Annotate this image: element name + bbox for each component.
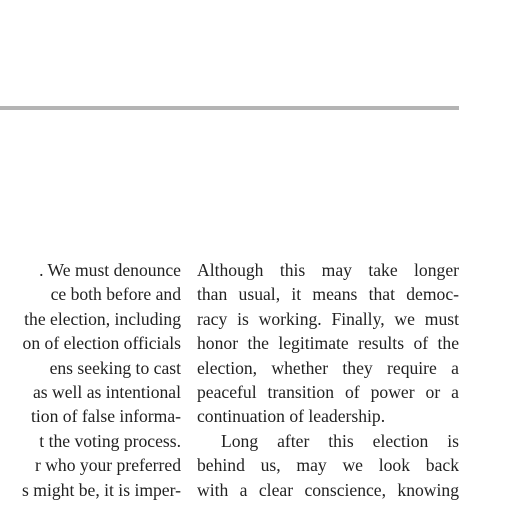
text-line: honor the legitimate results of the xyxy=(197,333,459,354)
text-line: peaceful transition of power or a xyxy=(197,381,459,402)
text-line: election, whether they require a xyxy=(197,357,459,378)
text-line: Although this may take longer xyxy=(197,260,459,280)
text-line: than usual, it means that democ- xyxy=(197,284,459,305)
text-line: as well as intentional xyxy=(32,381,181,402)
text-line: s might be, it is imper- xyxy=(22,479,181,500)
text-line: ce both before and xyxy=(50,284,181,305)
text-line: t the voting process. xyxy=(39,430,181,451)
text-line: ens seeking to cast xyxy=(49,357,181,378)
text-line: behind us, may we look back xyxy=(197,455,459,476)
text-line: racy is working. Finally, we must xyxy=(197,308,459,329)
left-text-column xyxy=(22,258,181,502)
paragraph-first-line: Long after this election is xyxy=(221,430,459,451)
text-line: continuation of leadership. xyxy=(197,406,386,427)
text-line: . We must denounce xyxy=(39,260,181,280)
right-text-column xyxy=(197,258,459,502)
text-line: tion of false informa- xyxy=(31,406,181,427)
text-line: with a clear conscience, knowing xyxy=(197,479,459,500)
text-line: the election, including xyxy=(24,308,181,329)
text-line: on of election officials xyxy=(22,333,181,354)
horizontal-rule xyxy=(0,106,459,110)
text-line: r who your preferred xyxy=(34,455,181,476)
